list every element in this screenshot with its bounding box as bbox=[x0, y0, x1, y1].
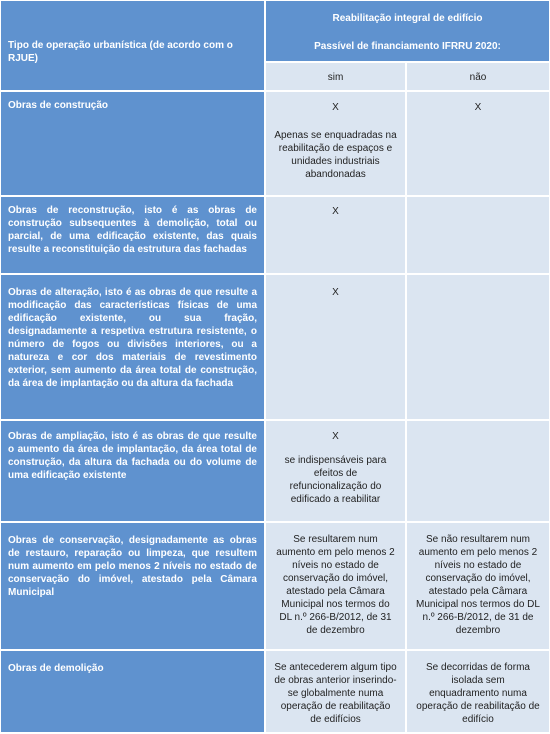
header-rehab-title bbox=[266, 1, 549, 61]
row-alteracao-yes bbox=[266, 275, 405, 419]
row-construcao-no bbox=[407, 92, 549, 195]
header-col-yes bbox=[266, 63, 405, 90]
row-demolicao-no bbox=[407, 651, 549, 732]
row-alteracao-label: Obras de alteração, isto é as obras de que resulte a modificação das características físicas de uma edificação existente, ou sua fração, designadamente a respetiva estrutura resistente, o número de fogos ou divisões interiores, ou a natureza e cor dos materiais de revestimento exterior, sem aumento da área total de construção, da área de implantação ou da altura da fachada bbox=[1, 275, 264, 419]
row-construcao-yes-mark: X bbox=[332, 102, 339, 113]
row-reconstrucao-yes-mark: X bbox=[332, 206, 339, 217]
row-construcao-yes bbox=[266, 92, 405, 195]
row-conservacao-yes-note: Se resultarem num aumento em pelo menos 2 níveis no estado de conservação do imóvel, atestado pela Câmara Municipal nos termos do DL n.º 266-B/2012, de 31 de dezembro bbox=[276, 534, 395, 636]
header-rehab-line1: Reabilitação integral de edifício bbox=[332, 13, 483, 24]
row-reconstrucao-label: Obras de reconstrução, isto é as obras de construção subsequentes à demolição, total ou parcial, de uma edificação existente, das quais resulte a reconstituição da estrutura das fachadas bbox=[1, 197, 264, 273]
row-construcao-label: Obras de construção bbox=[1, 92, 264, 195]
row-conservacao-no-note: Se não resultarem num aumento em pelo menos 2 níveis no estado de conservação do imóvel, atestado pela Câmara Municipal nos termos do DL n.º 266-B/2012, de 31 de dezembro bbox=[416, 534, 540, 636]
row-construcao-no-mark: X bbox=[474, 102, 482, 113]
row-conservacao-yes bbox=[266, 523, 405, 649]
header-col-yes-label: sim bbox=[327, 72, 344, 83]
row-conservacao-no bbox=[407, 523, 549, 649]
header-rehab-line2: Passível de financiamento IFRRU 2020: bbox=[314, 41, 501, 52]
financing-eligibility-table bbox=[1, 1, 549, 732]
row-ampliacao-yes-note: se indispensáveis para efeitos de refuncionalização do edificado a reabilitar bbox=[284, 455, 387, 505]
header-operation-type-label: Tipo de operação urbanística (de acordo com o RJUE) bbox=[8, 40, 233, 64]
row-ampliacao-yes bbox=[266, 421, 405, 521]
row-construcao-yes-note: Apenas se enquadradas na reabilitação de espaços e unidades industriais abandonadas bbox=[274, 130, 397, 180]
header-col-no bbox=[407, 63, 549, 90]
row-ampliacao-no bbox=[407, 421, 549, 521]
header-col-no-label: não bbox=[469, 72, 487, 83]
row-demolicao-label: Obras de demolição bbox=[1, 651, 264, 732]
row-alteracao-yes-mark: X bbox=[332, 287, 339, 298]
row-ampliacao-yes-mark: X bbox=[332, 431, 339, 442]
row-ampliacao-label: Obras de ampliação, isto é as obras de que resulte o aumento da área de implantação, da área total de construção, da altura da fachada ou do volume de uma edificação existente bbox=[1, 421, 264, 521]
row-reconstrucao-no bbox=[407, 197, 549, 273]
row-demolicao-yes bbox=[266, 651, 405, 732]
row-demolicao-yes-note: Se antecederem algum tipo de obras anterior inserindo-se globalmente numa operação de reabilitação de edifícios bbox=[274, 662, 397, 725]
header-operation-type bbox=[1, 1, 264, 90]
row-demolicao-no-note: Se decorridas de forma isolada sem enquadramento numa operação de reabilitação de edifício bbox=[416, 662, 540, 725]
row-alteracao-no bbox=[407, 275, 549, 419]
row-conservacao-label: Obras de conservação, designadamente as obras de restauro, reparação ou limpeza, que resultem num aumento em pelo menos 2 níveis no estado de conservação do imóvel, atestado pela Câmara Municipal bbox=[1, 523, 264, 649]
row-reconstrucao-yes bbox=[266, 197, 405, 273]
